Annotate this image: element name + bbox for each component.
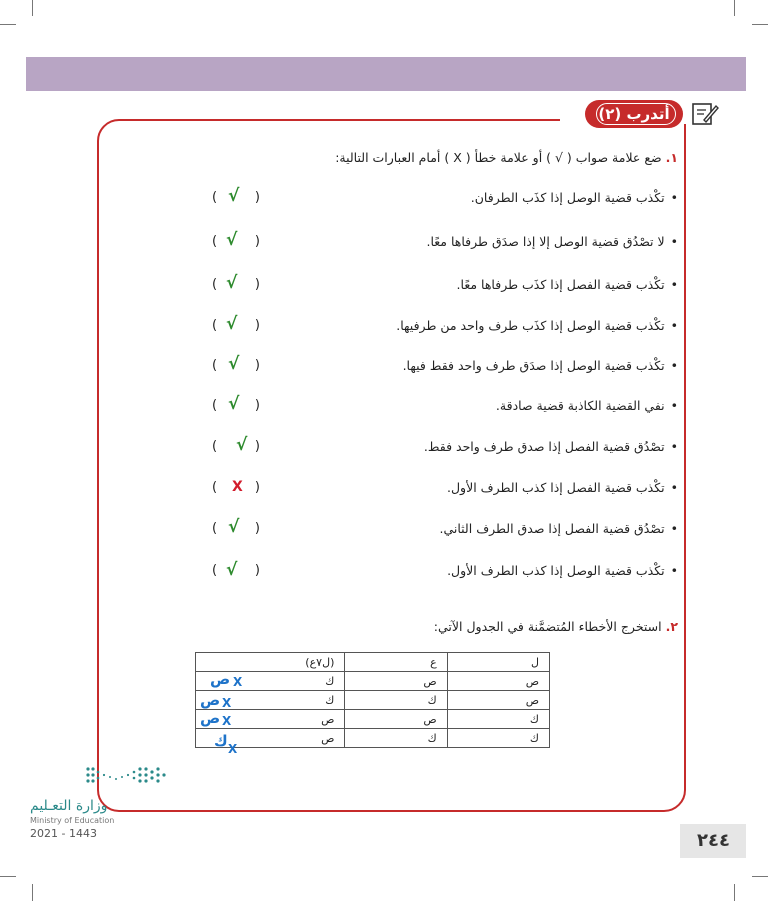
table-header-row: [196, 653, 550, 672]
ministry-name-arabic: وزارة التعـليم: [30, 798, 108, 814]
question-1-number: ١.: [665, 150, 678, 165]
check-mark-icon: √: [226, 273, 238, 293]
statement-2: • لا تصْدُق قضية الوصل إلا إذا صدَق طرفاها معًا.: [426, 234, 678, 249]
question-1: [335, 150, 678, 165]
check-mark-icon: √: [226, 560, 238, 580]
handwritten-x-mark: X: [222, 714, 232, 728]
answer-slot-1: ( ): [212, 190, 260, 205]
answer-slot-3: ( ): [212, 277, 260, 292]
answer-slot-7: ( ): [212, 439, 260, 454]
statement-10: • تكْذب قضية الوصل إذا كذب الطرف الأول.: [447, 563, 678, 578]
answer-slot-6: ( ): [212, 398, 260, 413]
check-mark-icon: √: [228, 394, 240, 414]
table-cell: ك: [345, 729, 447, 748]
crop-mark: [0, 876, 16, 877]
statement-5: • تكْذب قضية الوصل إذا صدَق طرف واحد فقط فيها.: [403, 358, 678, 373]
question-2-number: ٢.: [665, 619, 678, 634]
crop-mark: [0, 24, 16, 25]
answer-slot-5: ( ): [212, 358, 260, 373]
table-cell: ص: [196, 729, 345, 748]
handwritten-x-mark: X: [228, 742, 238, 756]
handwritten-correction: ك: [214, 732, 228, 750]
check-mark-icon: √: [228, 517, 240, 537]
table-row: [196, 691, 550, 710]
answer-slot-2: ( ): [212, 234, 260, 249]
table-header-cell: ل: [447, 653, 549, 672]
table-cell: ك: [196, 672, 345, 691]
handwritten-x-mark: X: [222, 696, 232, 710]
table-cell: ك: [196, 691, 345, 710]
ministry-name-english: Ministry of Education: [30, 816, 115, 825]
exercise-tag-label: أتدرب (٢): [598, 105, 670, 123]
statement-4: • تكْذب قضية الوصل إذا كذَب طرف واحد من طرفيها.: [396, 318, 678, 333]
question-2: [434, 619, 678, 634]
check-mark-icon: √: [226, 230, 238, 250]
question-2-text: استخرج الأخطاء المُتضمَّنة في الجدول الآتي:: [433, 619, 662, 634]
crop-mark: [32, 0, 33, 16]
table-cell: ص: [345, 710, 447, 729]
table-cell: ص: [447, 672, 549, 691]
handwritten-x-mark: X: [233, 675, 243, 689]
table-row: [196, 710, 550, 729]
statement-6: • نفي القضية الكاذبة قضية صادقة.: [496, 398, 678, 413]
check-mark-icon: √: [228, 354, 240, 374]
ministry-logo-icon: [82, 761, 170, 791]
statement-9: • تصْدُق قضية الفصل إذا صدق الطرف الثاني.: [439, 521, 678, 536]
check-mark-icon: √: [228, 186, 240, 206]
exercise-tag-outline: [596, 103, 676, 125]
table-cell: ص: [196, 710, 345, 729]
crop-mark: [734, 0, 735, 16]
crop-mark: [752, 24, 768, 25]
crop-mark: [752, 876, 768, 877]
answer-slot-10: ( ): [212, 563, 260, 578]
page-number: ٢٤٤: [697, 830, 730, 851]
table-cell: ك: [345, 691, 447, 710]
table-row: [196, 729, 550, 748]
question-1-text: ضع علامة صواب ( √ ) أو علامة خطأ ( X ) أمام العبارات التالية:: [335, 150, 662, 165]
table-cell: ص: [447, 691, 549, 710]
table-cell: ك: [447, 710, 549, 729]
statement-3: • تكْذب قضية الفصل إذا كذَب طرفاها معًا.: [457, 277, 678, 292]
statement-8: • تكْذب قضية الفصل إذا كذب الطرف الأول.: [447, 480, 678, 495]
pencil-note-icon: [690, 100, 720, 128]
handwritten-correction: ص: [200, 691, 221, 709]
header-band: [26, 57, 746, 91]
handwritten-correction: ص: [200, 709, 221, 727]
crop-mark: [32, 884, 33, 901]
check-mark-icon: √: [236, 435, 248, 455]
statement-7: • تصْدُق قضية الفصل إذا صدق طرف واحد فقط.: [424, 439, 678, 454]
handwritten-correction: ص: [210, 670, 231, 688]
answer-slot-4: ( ): [212, 318, 260, 333]
table-header-cell: (ل٧ع): [196, 653, 345, 672]
table-cell: ص: [345, 672, 447, 691]
check-mark-icon: √: [226, 314, 238, 334]
edition-year: 2021 - 1443: [30, 827, 97, 840]
table-header-cell: ع: [345, 653, 447, 672]
table-cell: ك: [447, 729, 549, 748]
crop-mark: [734, 884, 735, 901]
cross-mark-icon: X: [232, 479, 243, 495]
statement-1: • تكْذب قضية الوصل إذا كذَب الطرفان.: [471, 190, 678, 205]
answer-slot-9: ( ): [212, 521, 260, 536]
answer-slot-8: ( ): [212, 480, 260, 495]
table-row: [196, 672, 550, 691]
truth-table: [195, 652, 550, 748]
